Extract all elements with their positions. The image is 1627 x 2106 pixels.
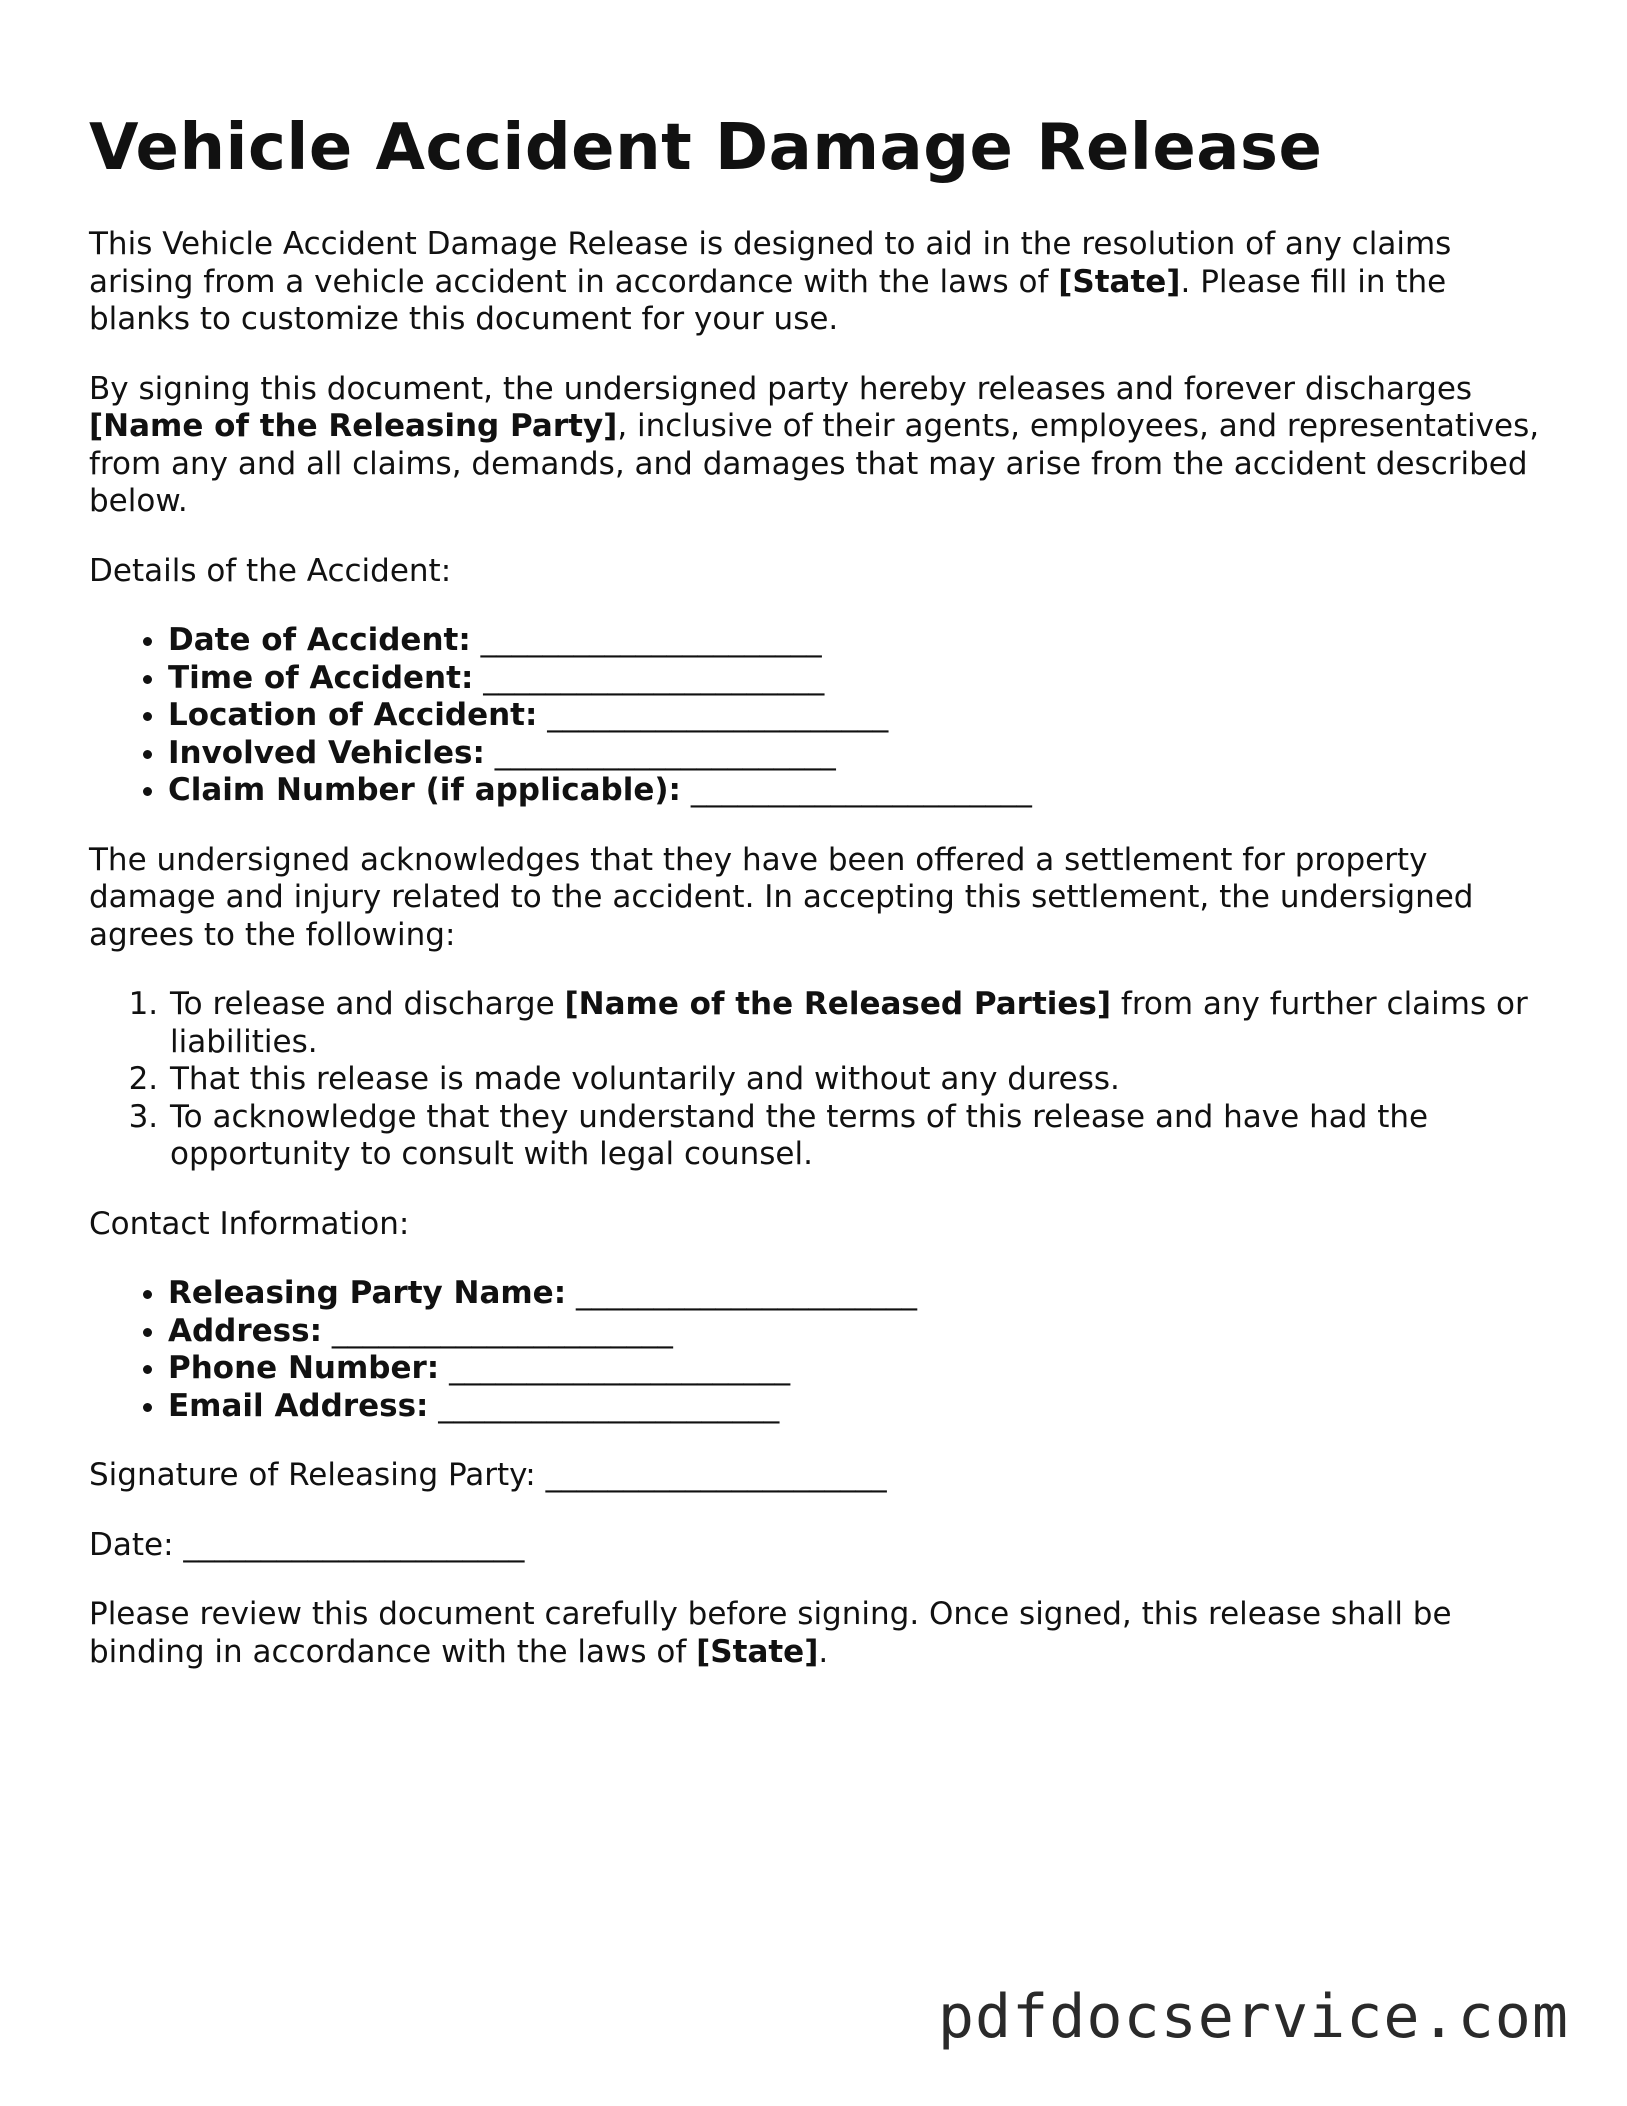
acknowledgment-paragraph: The undersigned acknowledges that they have been offered a settlement for property damage and injury related to the accident. In accepting this settlement, the undersigned agrees to the following: <box>89 841 1474 953</box>
date-label: Date: <box>89 1526 184 1563</box>
involved-vehicles-blank[interactable]: ______________________ <box>494 734 836 771</box>
list-item <box>168 1313 1549 1351</box>
list-item <box>168 622 1549 660</box>
list-item <box>168 697 1549 735</box>
signature-label: Signature of Releasing Party: <box>89 1457 546 1493</box>
state-placeholder: [State] <box>1058 263 1181 300</box>
phone-number-label: Phone Number: <box>168 1350 440 1386</box>
date-blank[interactable]: ______________________ <box>183 1526 525 1563</box>
intro-text-end: . Please fill in the blanks to customize this document for your use. <box>89 263 1447 337</box>
phone-number-blank[interactable]: ______________________ <box>449 1350 791 1386</box>
contact-info-list <box>89 1275 1549 1425</box>
intro-paragraph <box>89 226 1549 339</box>
release-paragraph <box>89 371 1549 521</box>
signature-blank[interactable]: ______________________ <box>545 1457 887 1493</box>
details-heading: Details of the Accident: <box>89 552 452 589</box>
releasing-party-name-blank[interactable]: ______________________ <box>575 1275 917 1311</box>
claim-number-label: Claim Number (if applicable): <box>168 772 681 808</box>
address-label: Address: <box>168 1312 322 1349</box>
list-item <box>168 735 1549 773</box>
document-title: Vehicle Accident Damage Release <box>89 111 1323 185</box>
list-item: 3. To acknowledge that they understand the terms of this release and have had the opportunity to consult with legal counsel. <box>168 1099 1549 1174</box>
list-item: 2. That this release is made voluntarily and without any duress. <box>168 1061 1549 1099</box>
location-of-accident-label: Location of Accident: <box>168 697 538 733</box>
accident-details-list <box>89 622 1549 810</box>
date-of-accident-label: Date of Accident: <box>168 622 471 658</box>
signature-line <box>89 1457 1549 1495</box>
released-parties-placeholder: [Name of the Released Parties] <box>564 986 1112 1022</box>
address-blank[interactable]: ______________________ <box>331 1312 673 1349</box>
releasing-party-name-label: Releasing Party Name: <box>168 1275 567 1311</box>
claim-number-blank[interactable]: ______________________ <box>690 772 1032 808</box>
term-1-text-end: from any further claims or liabilities. <box>170 986 1528 1060</box>
releasing-party-placeholder: [Name of the Releasing Party] <box>89 408 618 444</box>
terms-list <box>89 986 1549 1174</box>
release-text-end: , inclusive of their agents, employees, and representatives, from any and all claims, demands, and damages that may arise from the accident described below. <box>89 408 1540 519</box>
location-of-accident-blank[interactable]: ______________________ <box>547 697 889 733</box>
release-text-start: By signing this document, the undersigned party hereby releases and forever discharges <box>89 370 1473 407</box>
closing-text-start: Please review this document carefully before signing. Once signed, this release shall be binding in accordance with the laws of <box>89 1596 1452 1670</box>
list-item <box>168 772 1549 810</box>
date-line <box>89 1527 1549 1565</box>
list-item <box>168 1275 1549 1313</box>
closing-text-end: . <box>818 1633 829 1670</box>
contact-heading: Contact Information: <box>89 1205 410 1242</box>
closing-state-placeholder: [State] <box>696 1633 819 1670</box>
term-1-text-start: To release and discharge <box>170 986 565 1022</box>
document-page <box>89 108 1549 1703</box>
time-of-accident-blank[interactable]: ______________________ <box>483 659 825 696</box>
closing-paragraph <box>89 1596 1549 1671</box>
email-address-label: Email Address: <box>168 1387 429 1424</box>
list-item <box>168 1350 1549 1388</box>
involved-vehicles-label: Involved Vehicles: <box>168 734 485 771</box>
email-address-blank[interactable]: ______________________ <box>438 1387 780 1424</box>
time-of-accident-label: Time of Accident: <box>168 659 474 696</box>
list-item <box>168 660 1549 698</box>
list-item <box>168 1388 1549 1426</box>
list-item <box>168 986 1549 1061</box>
watermark: pdfdocservice.com <box>937 1982 1569 2052</box>
intro-text-start: This Vehicle Accident Damage Release is designed to aid in the resolution of any claims arising from a vehicle accident in accordance with the laws of <box>89 226 1452 300</box>
date-of-accident-blank[interactable]: ______________________ <box>480 622 822 658</box>
